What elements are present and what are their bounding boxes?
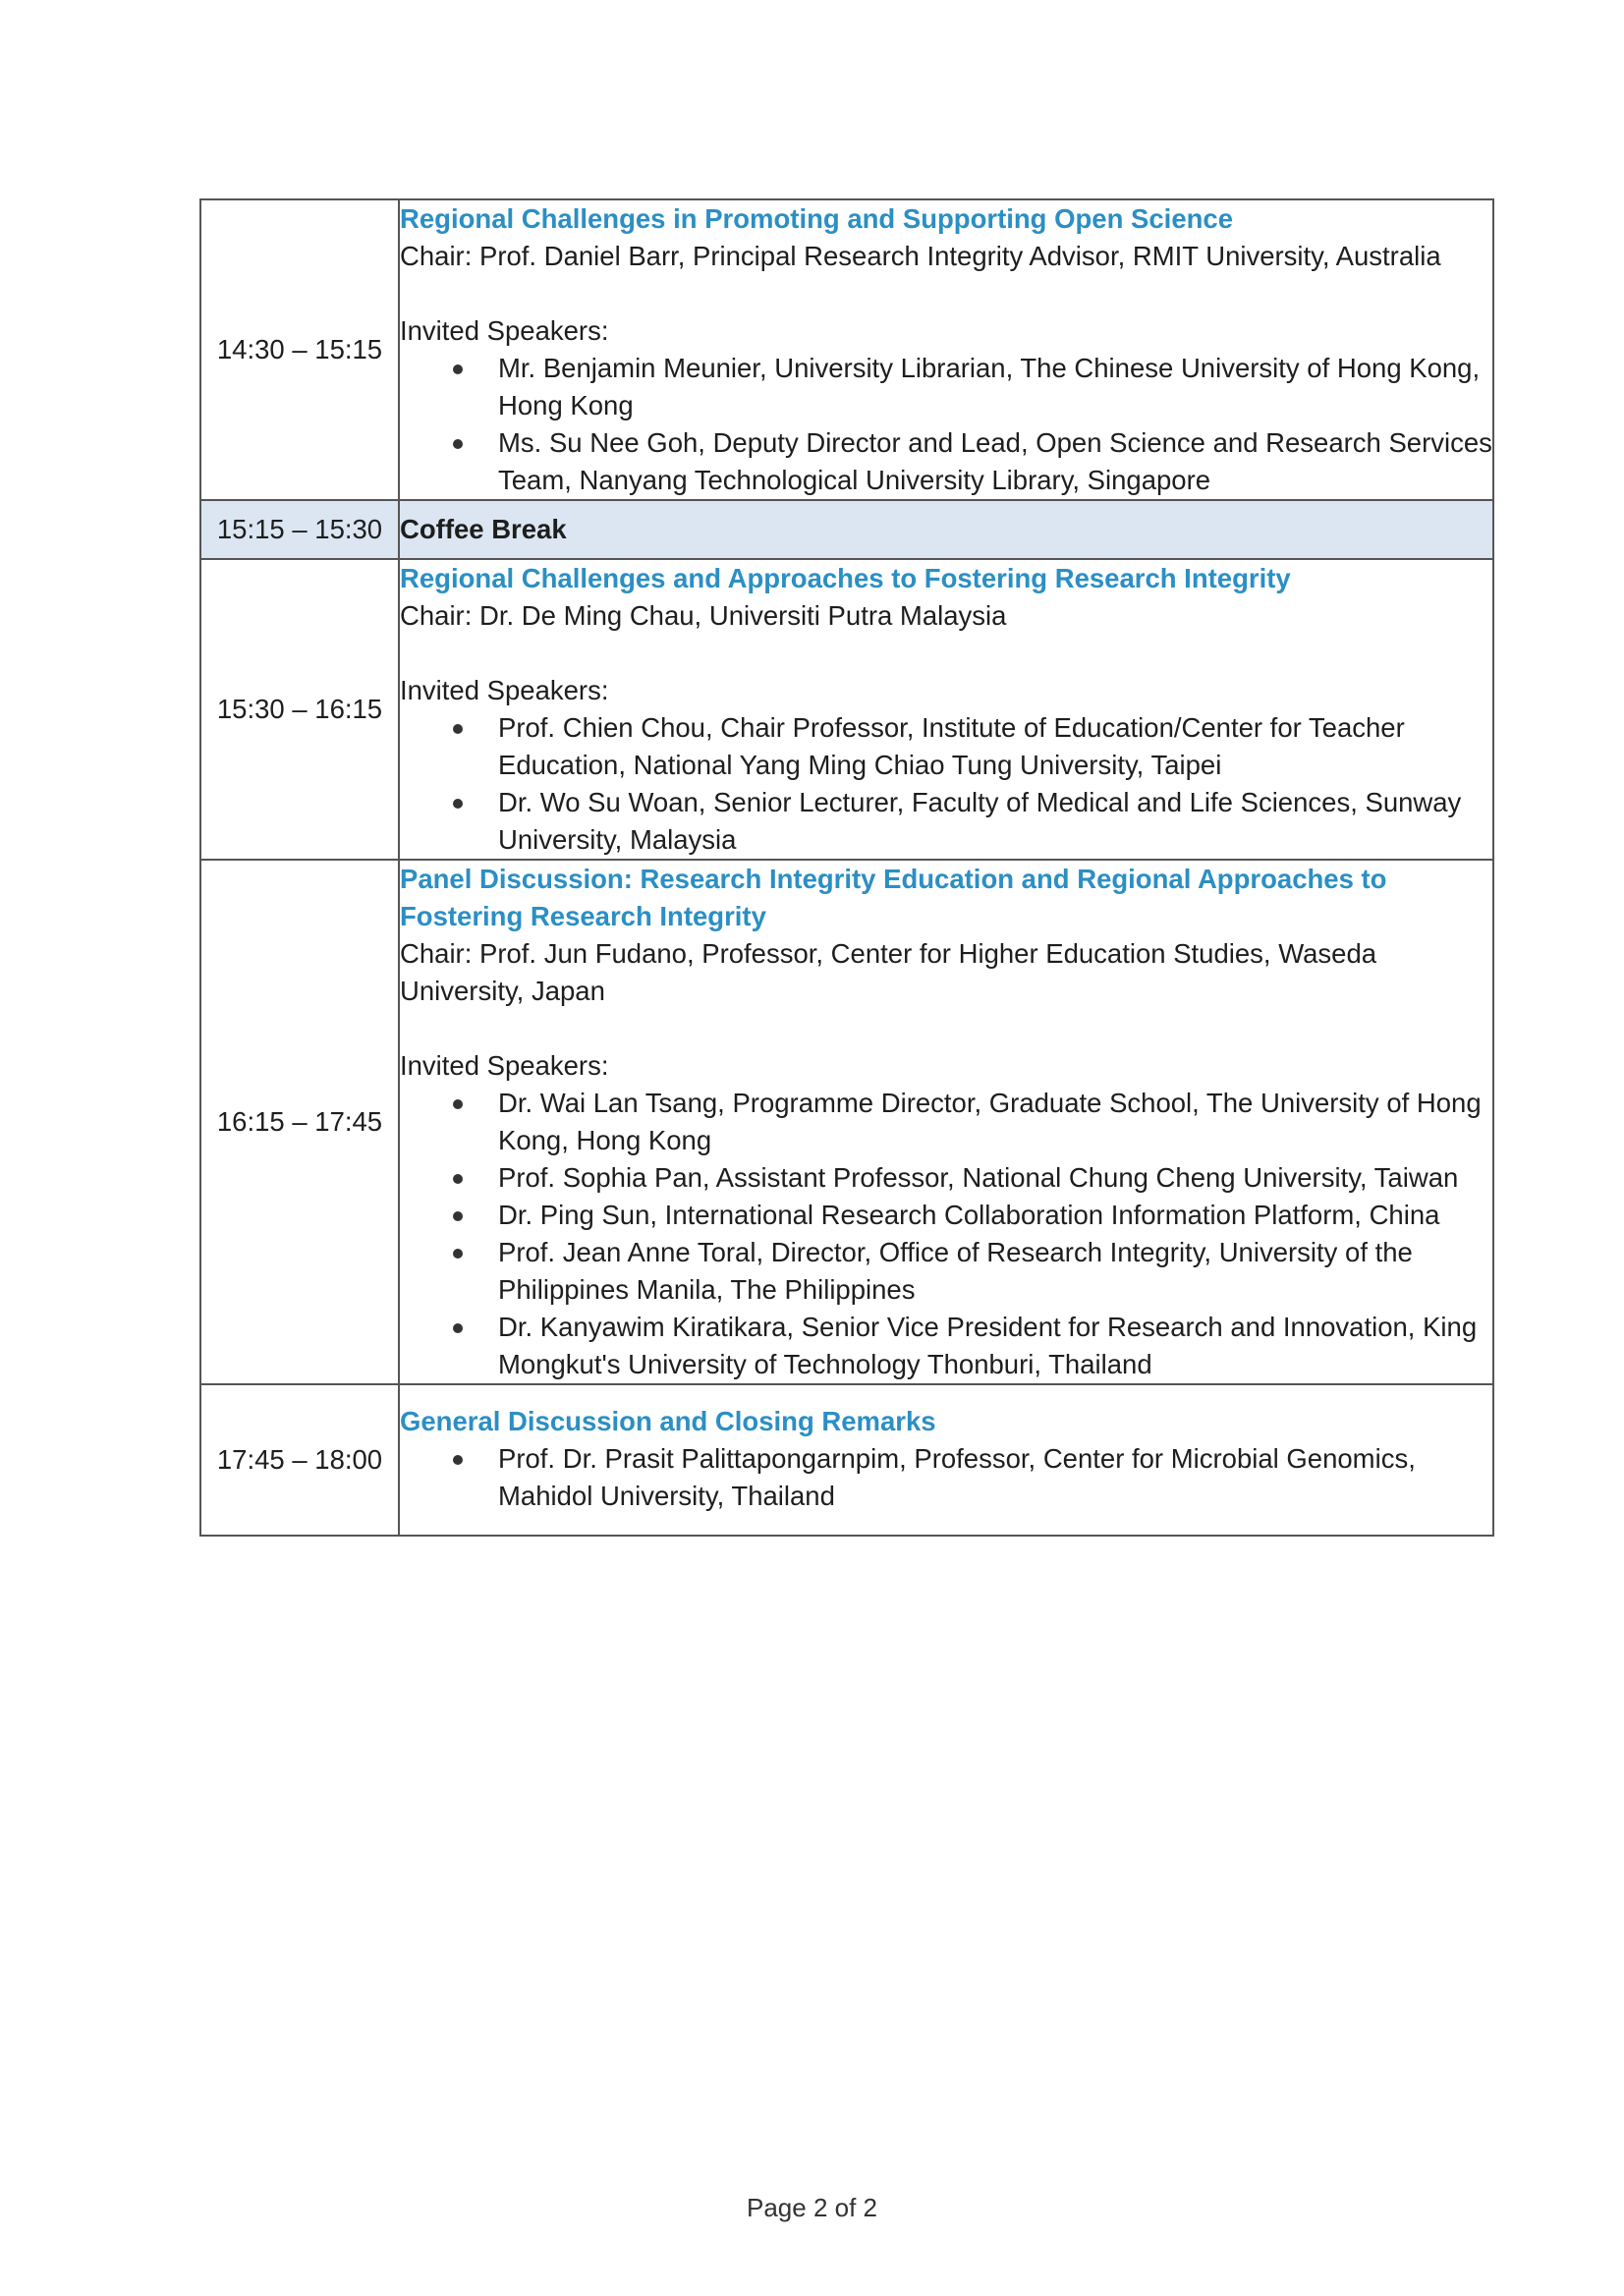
session-title: Panel Discussion: Research Integrity Education and Regional Approaches to Fostering Research Integrity (400, 864, 1387, 931)
page-number: Page 2 of 2 (747, 2193, 877, 2222)
spacer (400, 635, 1492, 672)
speaker-list (400, 1085, 1492, 1383)
coffee-break-label: Coffee Break (399, 500, 1493, 559)
session-row (200, 860, 1493, 1384)
session-chair: Chair: Dr. De Ming Chau, Universiti Putra Malaysia (400, 600, 1007, 631)
session-title: Regional Challenges and Approaches to Fostering Research Integrity (400, 563, 1291, 593)
session-row (200, 1384, 1493, 1536)
invited-speakers-label: Invited Speakers: (400, 1050, 609, 1081)
session-content (399, 199, 1493, 500)
speaker-list (400, 1440, 1492, 1515)
invited-speakers-label: Invited Speakers: (400, 315, 609, 346)
speaker-item: Dr. Ping Sun, International Research Collaboration Information Platform, China (498, 1197, 1492, 1234)
speaker-list (400, 709, 1492, 859)
speaker-item: Dr. Wai Lan Tsang, Programme Director, Graduate School, The University of Hong Kong, Hong Kong (498, 1085, 1492, 1159)
speaker-item: Mr. Benjamin Meunier, University Librarian, The Chinese University of Hong Kong, Hong Kong (498, 350, 1492, 424)
program-table (199, 198, 1494, 1537)
invited-speakers-label: Invited Speakers: (400, 675, 609, 705)
speaker-item: Prof. Sophia Pan, Assistant Professor, National Chung Cheng University, Taiwan (498, 1159, 1492, 1197)
session-row (200, 559, 1493, 860)
session-title: Regional Challenges in Promoting and Supporting Open Science (400, 203, 1234, 234)
speaker-item: Dr. Kanyawim Kiratikara, Senior Vice President for Research and Innovation, King Mongkut's University of Technology Thonburi, Thailand (498, 1309, 1492, 1383)
session-time: 15:30 – 16:15 (200, 559, 399, 860)
speaker-item: Prof. Chien Chou, Chair Professor, Institute of Education/Center for Teacher Education, National Yang Ming Chiao Tung University, Taipei (498, 709, 1492, 784)
session-content (399, 1384, 1493, 1536)
speaker-list (400, 350, 1492, 499)
session-chair: Chair: Prof. Daniel Barr, Principal Research Integrity Advisor, RMIT University, Australia (400, 241, 1441, 271)
spacer (400, 275, 1492, 312)
speaker-item: Prof. Dr. Prasit Palittapongarnpim, Professor, Center for Microbial Genomics, Mahidol University, Thailand (498, 1440, 1492, 1515)
session-time: 14:30 – 15:15 (200, 199, 399, 500)
session-time: 17:45 – 18:00 (200, 1384, 399, 1536)
speaker-item: Dr. Wo Su Woan, Senior Lecturer, Faculty of Medical and Life Sciences, Sunway University, Malaysia (498, 784, 1492, 859)
session-row (200, 199, 1493, 500)
session-chair: Chair: Prof. Jun Fudano, Professor, Center for Higher Education Studies, Waseda University, Japan (400, 938, 1377, 1006)
coffee-break-row (200, 500, 1493, 559)
session-time: 15:15 – 15:30 (200, 500, 399, 559)
speaker-item: Prof. Jean Anne Toral, Director, Office of Research Integrity, University of the Philippines Manila, The Philippines (498, 1234, 1492, 1309)
speaker-item: Ms. Su Nee Goh, Deputy Director and Lead, Open Science and Research Services Team, Nanyang Technological University Library, Singapore (498, 424, 1492, 499)
spacer (400, 1010, 1492, 1047)
session-content (399, 860, 1493, 1384)
session-title: General Discussion and Closing Remarks (400, 1406, 936, 1436)
session-time: 16:15 – 17:45 (200, 860, 399, 1384)
session-content (399, 559, 1493, 860)
